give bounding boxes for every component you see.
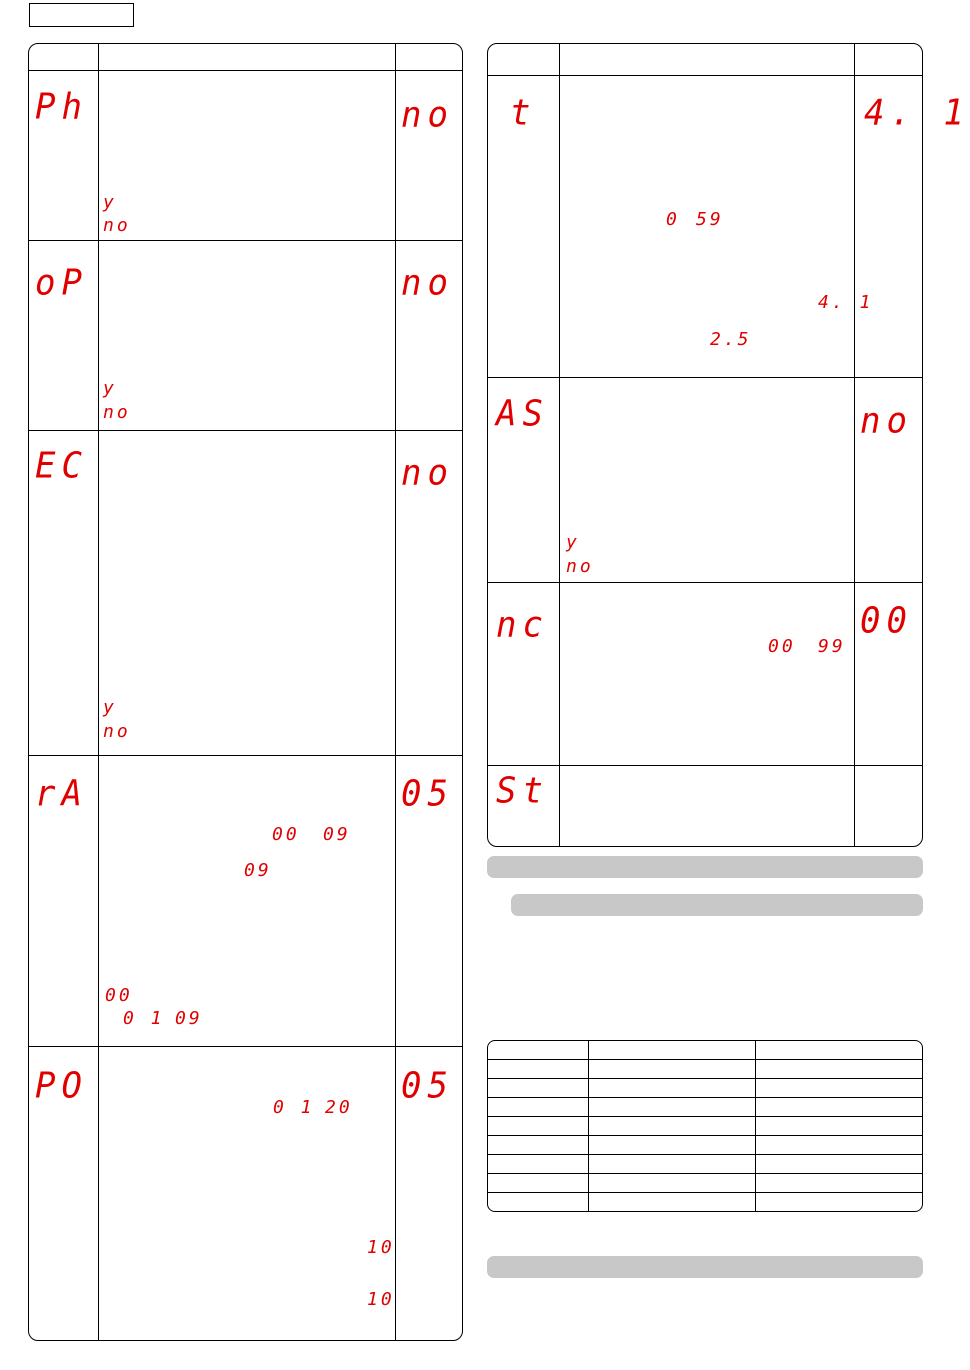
option-yes: y: [103, 378, 117, 399]
param-default-ph: no: [401, 94, 454, 136]
column-divider: [559, 44, 560, 846]
range-from: 00: [272, 824, 300, 845]
param-code-op: oP: [35, 262, 88, 304]
section-heading-bar: [487, 1256, 923, 1278]
option-no: no: [566, 556, 594, 577]
option-yes: y: [103, 192, 117, 213]
table-row: [488, 1097, 922, 1098]
table-column-divider: [755, 1041, 756, 1211]
small-data-table: [487, 1040, 923, 1212]
value-a: 10: [367, 1237, 395, 1258]
option-yes: y: [103, 697, 117, 718]
header-divider: [488, 75, 922, 76]
table-row: [488, 1116, 922, 1117]
subsection-heading-bar: [511, 894, 923, 916]
param-default-po: 05: [401, 1065, 454, 1107]
page-tag-box: [29, 3, 134, 27]
range-from: 0: [666, 209, 680, 230]
table-row: [488, 1135, 922, 1136]
range-to: 59: [696, 209, 724, 230]
option-a: 00: [105, 985, 133, 1006]
param-default-t: 4. 1: [864, 92, 970, 134]
option-no: no: [103, 721, 131, 742]
row-divider: [488, 377, 922, 378]
param-code-ec: EC: [35, 445, 88, 487]
range-to: 99: [818, 636, 846, 657]
table-row: [488, 1154, 922, 1155]
value-b: 10: [367, 1289, 395, 1310]
section-heading-bar: [487, 856, 923, 878]
value-b: 2.5: [710, 329, 752, 350]
header-divider: [29, 70, 462, 71]
param-code-ra: rA: [35, 773, 88, 815]
table-row: [488, 1078, 922, 1079]
param-code-ph: Ph: [35, 86, 88, 128]
table-column-divider: [588, 1041, 589, 1211]
param-default-op: no: [401, 262, 454, 304]
row-divider: [29, 755, 462, 756]
column-divider: [98, 44, 99, 1340]
value-a: 4. 1: [818, 292, 874, 313]
range-to: 20: [325, 1097, 353, 1118]
table-row: [488, 1192, 922, 1193]
row-divider: [29, 240, 462, 241]
param-default-nc: 00: [860, 600, 913, 642]
table-row: [488, 1173, 922, 1174]
option-no: no: [103, 215, 131, 236]
param-code-po: PO: [35, 1065, 88, 1107]
row-divider: [488, 582, 922, 583]
right-settings-table: [487, 43, 970, 847]
param-code-t: t: [510, 92, 537, 134]
row-divider: [29, 430, 462, 431]
table-row: [488, 1059, 922, 1060]
row-divider: [29, 1046, 462, 1047]
param-code-nc: nc: [496, 604, 549, 646]
param-default-ec: no: [401, 452, 454, 494]
range-from: 0 1: [273, 1097, 315, 1118]
value: 09: [244, 860, 272, 881]
column-divider: [395, 44, 396, 1340]
param-default-as: no: [860, 400, 913, 442]
range-to: 09: [323, 824, 351, 845]
left-settings-table: [28, 43, 463, 1341]
param-default-ra: 05: [401, 773, 454, 815]
option-b-from: 0 1: [123, 1008, 165, 1029]
option-yes: y: [566, 532, 580, 553]
option-b-to: 09: [175, 1008, 203, 1029]
row-divider: [488, 765, 922, 766]
range-from: 00: [768, 636, 796, 657]
option-no: no: [103, 402, 131, 423]
param-code-as: AS: [496, 393, 549, 435]
param-code-st: St: [496, 770, 549, 812]
column-divider: [854, 44, 855, 846]
